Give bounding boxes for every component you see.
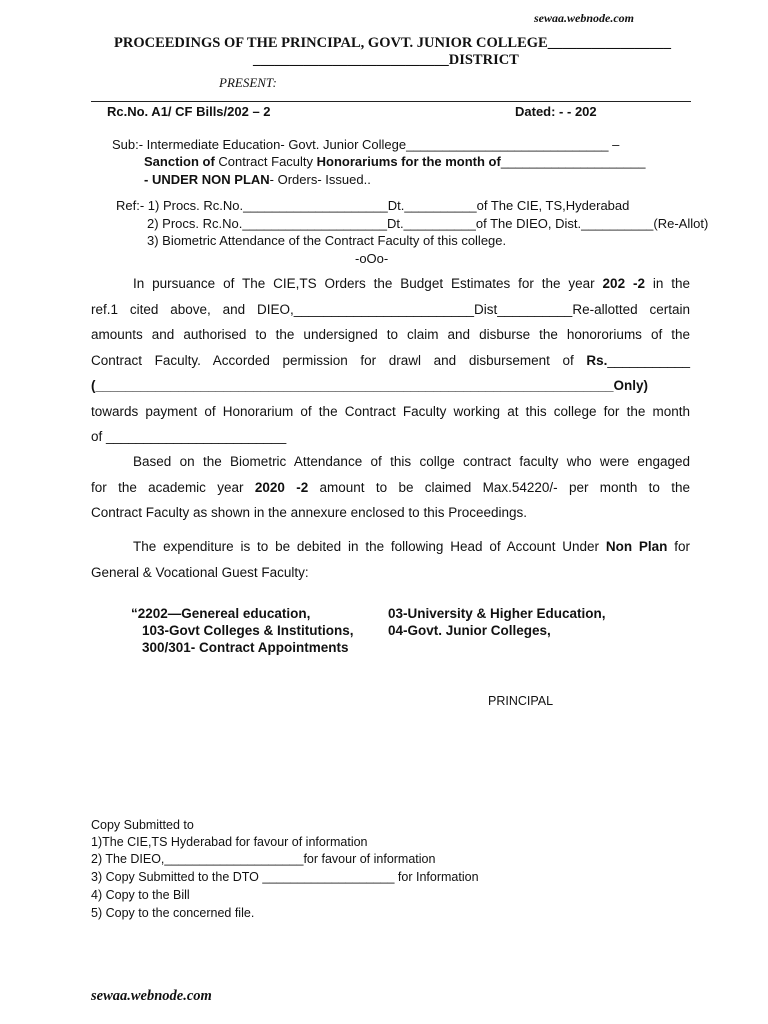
dated: Dated: - - 202 — [515, 104, 597, 119]
para3-line-1: The expenditure is to be debited in the following Head of Account Under Non Plan for — [133, 539, 690, 554]
copy-item-5: 5) Copy to the concerned file. — [91, 906, 255, 920]
reference-1: Ref:- 1) Procs. Rc.No.____________________Dt.__________of The CIE, TS,Hyderabad — [116, 198, 630, 213]
head-account-left-2: 103-Govt Colleges & Institutions, — [142, 623, 354, 638]
header-rule — [91, 101, 691, 102]
copy-item-2: 2) The DIEO,____________________for favour of information — [91, 852, 436, 866]
para1-line-5: (_____________________________________________________________________Only) — [91, 378, 649, 393]
subject-contract-faculty: Contract Faculty — [218, 154, 317, 169]
subject-line-2 — [144, 154, 645, 169]
para1-line-6: towards payment of Honorarium of the Contract Faculty working at this college for the month — [91, 403, 690, 419]
para1-line-2: ref.1 cited above, and DIEO,________________________Dist__________Re-allotted certain — [91, 301, 690, 317]
copy-item-4: 4) Copy to the Bill — [91, 888, 190, 902]
paragraph-3 — [91, 534, 690, 585]
header-district: ___________________________DISTRICT — [253, 52, 519, 68]
subject-honorarium: Honorariums for the month of — [316, 154, 501, 169]
subject-sanction: Sanction of — [144, 154, 219, 169]
head-account-left-3: 300/301- Contract Appointments — [142, 640, 349, 655]
para2-line-3: Contract Faculty as shown in the annexure enclosed to this Proceedings. — [91, 505, 527, 520]
para1-line-3: amounts and authorised to the undersigned to claim and disburse the honororiums of the — [91, 327, 690, 342]
subject-line-1: Sub:- Intermediate Education- Govt. Junior College____________________________ – — [112, 137, 620, 152]
head-account-left-1: “2202—Genereal education, — [131, 606, 311, 621]
para3-line-2: General & Vocational Guest Faculty: — [91, 564, 309, 580]
subject-orders: - Orders- Issued.. — [269, 172, 371, 187]
reference-3: 3) Biometric Attendance of the Contract Faculty of this college. — [147, 233, 507, 248]
subject-line-3 — [144, 172, 371, 187]
paragraph-1 — [91, 271, 690, 450]
watermark-top: sewaa.webnode.com — [534, 11, 634, 25]
para2-line-1: Based on the Biometric Attendance of this collge contract faculty who were engaged — [133, 454, 690, 469]
reference-2: 2) Procs. Rc.No.____________________Dt.__________of The DIEO, Dist.__________(Re-Allot) — [147, 216, 709, 231]
copy-item-1: 1)The CIE,TS Hyderabad for favour of information — [91, 835, 368, 849]
copy-heading: Copy Submitted to — [91, 818, 194, 832]
paragraph-2 — [91, 449, 690, 526]
para2-line-2: for the academic year 2020 -2 amount to be claimed Max.54220/- per month to the — [91, 479, 690, 495]
head-account-right-2: 04-Govt. Junior Colleges, — [388, 623, 551, 638]
principal-signature: PRINCIPAL — [488, 694, 554, 708]
separator: -oOo- — [355, 251, 389, 266]
ref-number: Rc.No. A1/ CF Bills/202 – 2 — [107, 104, 271, 119]
copy-item-3: 3) Copy Submitted to the DTO ___________________ for Information — [91, 870, 479, 884]
para1-line-4: Contract Faculty. Accorded permission for drawl and disbursement of Rs.___________ — [91, 352, 690, 368]
subject-non-plan: - UNDER NON PLAN — [144, 172, 270, 187]
subject-month-blank: ____________________ — [500, 154, 646, 169]
para1-line-7: of ________________________ — [91, 429, 287, 444]
watermark-bottom: sewaa.webnode.com — [91, 988, 212, 1004]
present-label: PRESENT: — [219, 75, 277, 90]
para1-line-1: In pursuance of The CIE,TS Orders the Budget Estimates for the year 202 -2 in the — [133, 276, 691, 291]
header-title: PROCEEDINGS OF THE PRINCIPAL, GOVT. JUNIOR COLLEGE_________________ — [114, 35, 671, 51]
head-account-right-1: 03-University & Higher Education, — [388, 606, 606, 621]
